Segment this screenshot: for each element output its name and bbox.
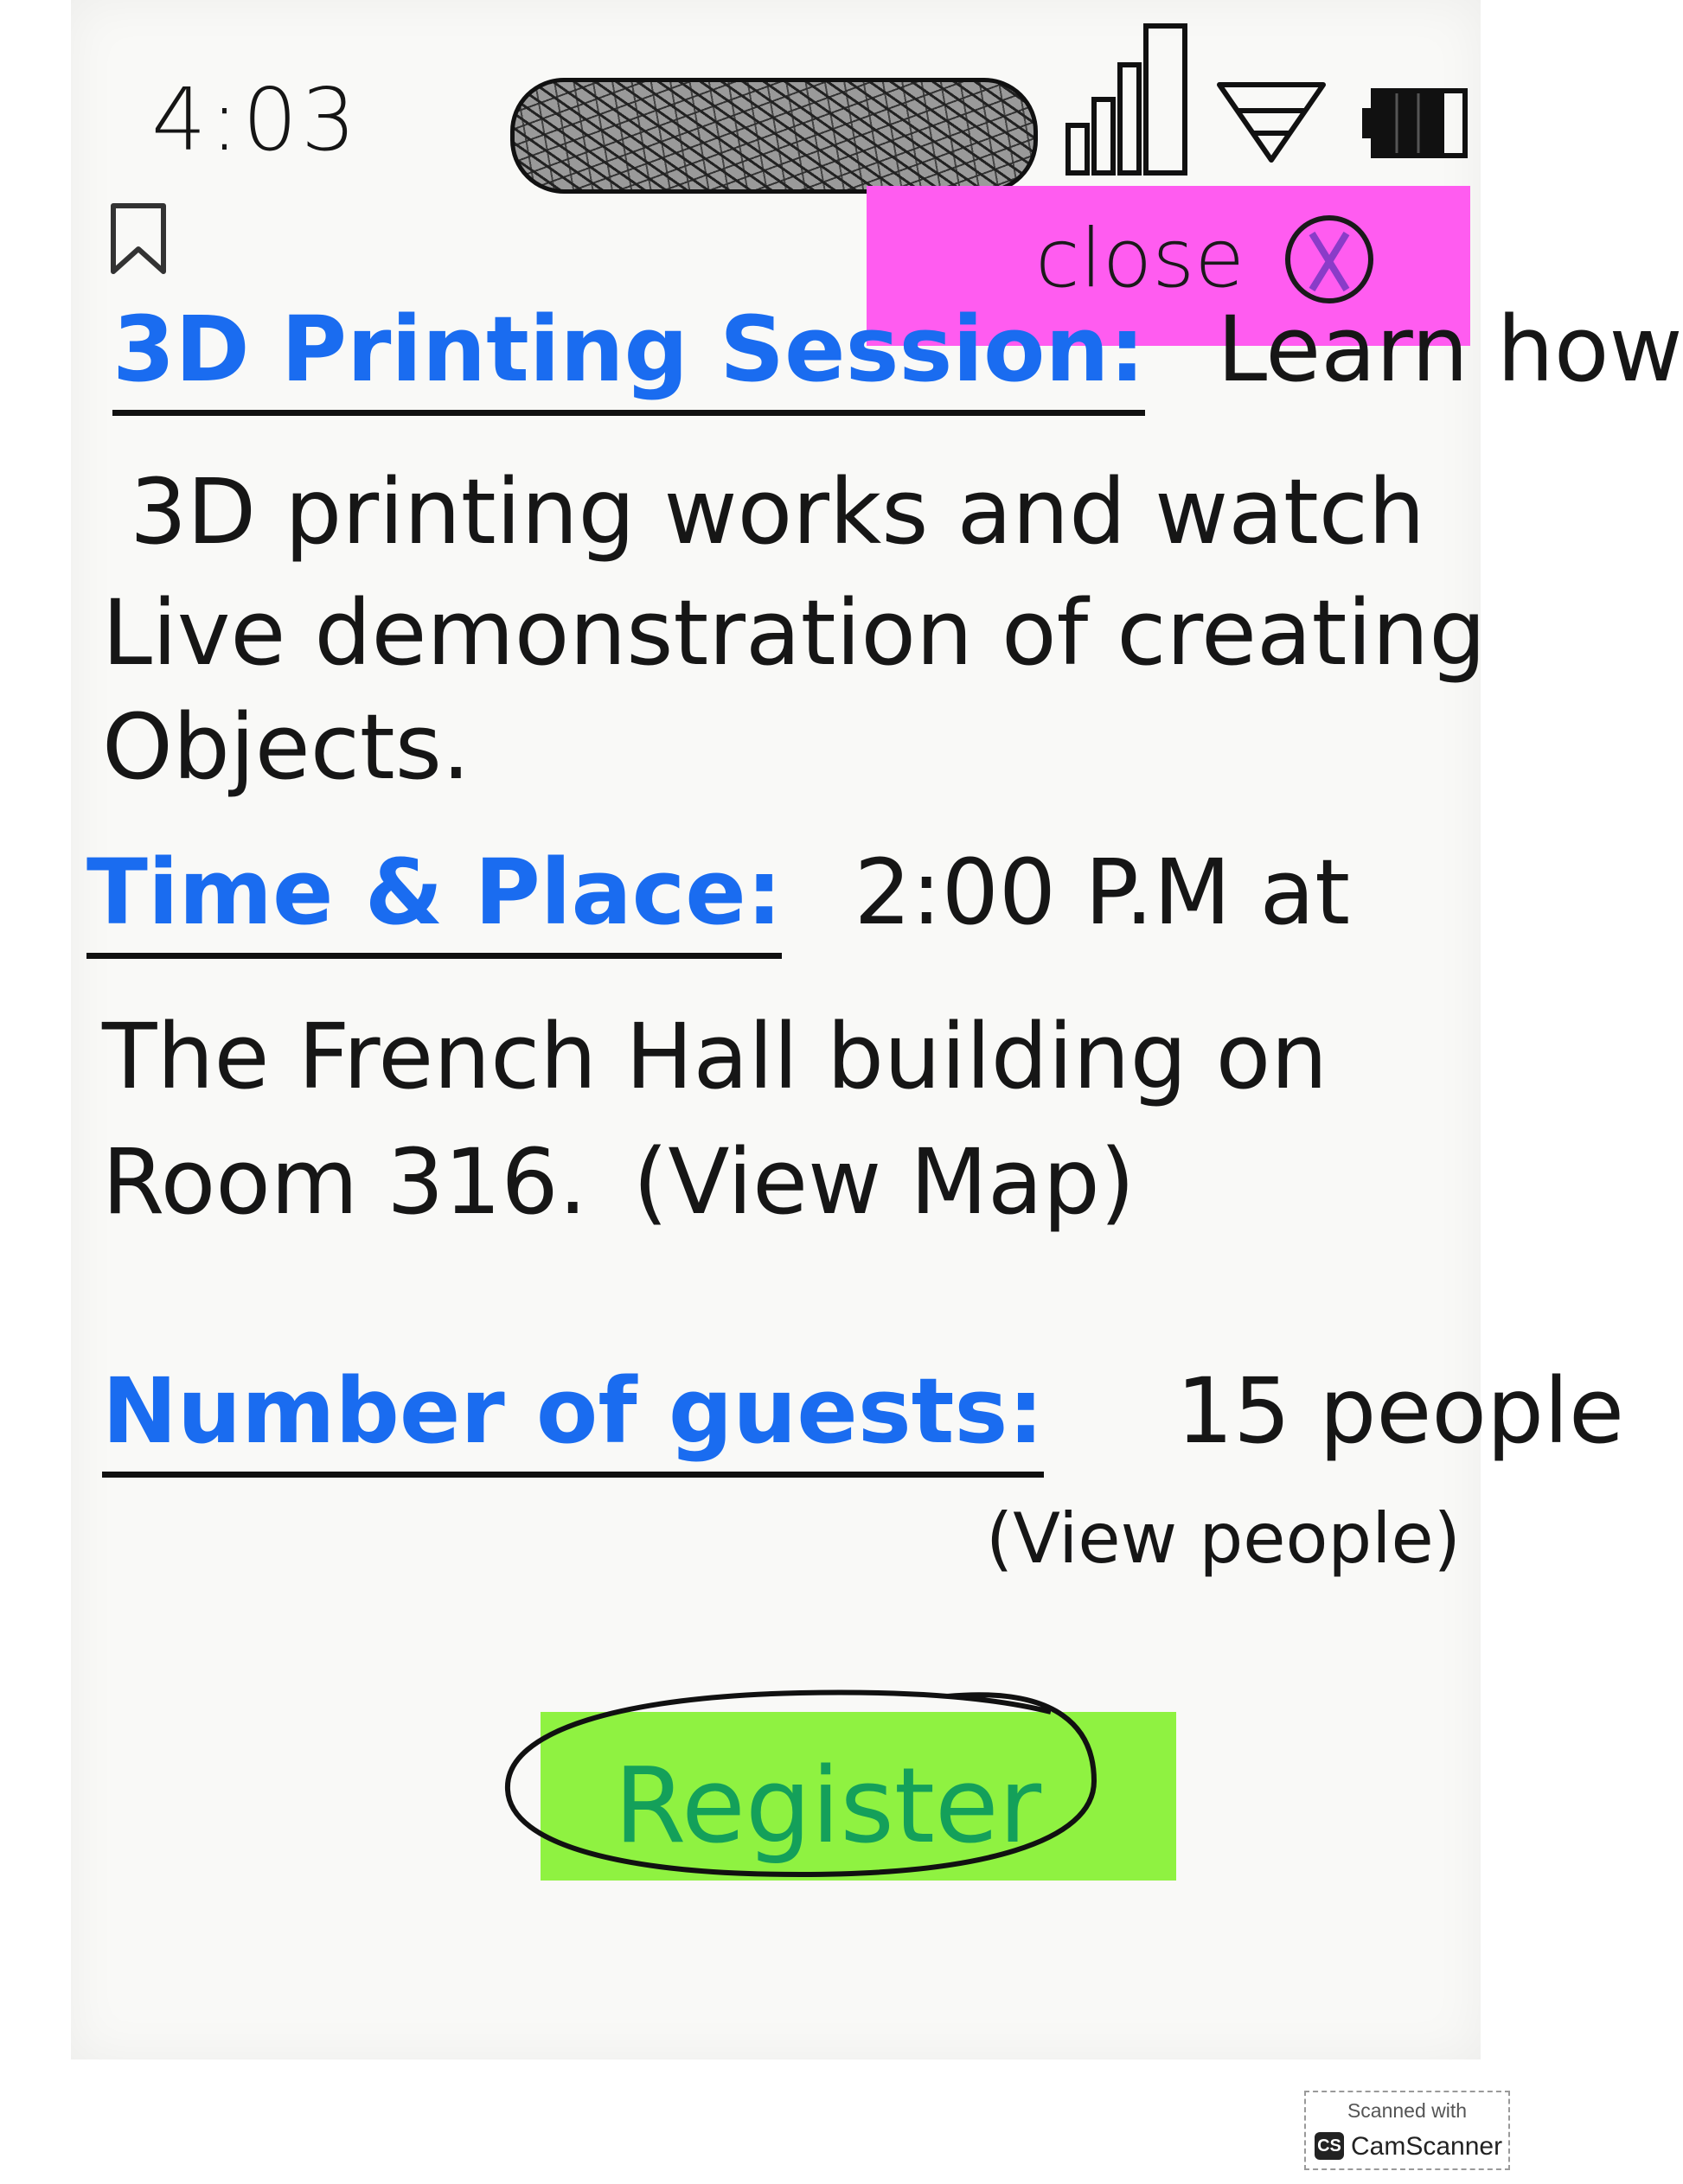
camscanner-brand: CamScanner <box>1351 2132 1503 2161</box>
time-place-text-3: Room 316. <box>102 1129 587 1235</box>
register-button[interactable] <box>541 1712 1176 1881</box>
guests-heading: Number of guests: <box>102 1366 1044 1478</box>
time-place-heading: Time & Place: <box>86 847 782 959</box>
camscanner-logo: CS <box>1315 2132 1344 2160</box>
camera-notch <box>510 78 1038 194</box>
time-place-text-2: The French Hall building on <box>102 1004 1328 1109</box>
session-text-3: Live demonstration of creating <box>102 580 1487 686</box>
close-label: close <box>1035 212 1245 306</box>
session-text-2: 3D printing works and watch <box>130 459 1425 565</box>
register-label: Register <box>614 1747 1042 1867</box>
time-place-line-3 <box>102 1129 1136 1235</box>
time-place-text-1: 2:00 P.M at <box>854 840 1350 945</box>
view-people-link[interactable]: (View people) <box>986 1498 1461 1579</box>
session-text-4: Objects. <box>102 694 470 800</box>
wifi-icon <box>1215 78 1328 164</box>
bookmark-icon[interactable] <box>108 199 169 277</box>
scanned-with-text: Scanned with <box>1347 2099 1468 2122</box>
battery-icon <box>1358 86 1470 160</box>
signal-bars-icon <box>1064 22 1198 177</box>
camscanner-badge <box>1304 2091 1510 2170</box>
status-time: 4:03 <box>151 69 360 170</box>
guests-count: 15 people <box>1176 1358 1624 1464</box>
close-icon <box>1282 212 1377 307</box>
view-map-link[interactable]: (View Map) <box>632 1129 1136 1235</box>
time-place-line-1 <box>86 840 1350 959</box>
register-area <box>497 1677 1189 1902</box>
guests-line <box>102 1358 1624 1478</box>
session-line-1 <box>112 297 1683 416</box>
session-text-1: Learn how <box>1217 297 1683 402</box>
session-heading: 3D Printing Session: <box>112 304 1145 416</box>
